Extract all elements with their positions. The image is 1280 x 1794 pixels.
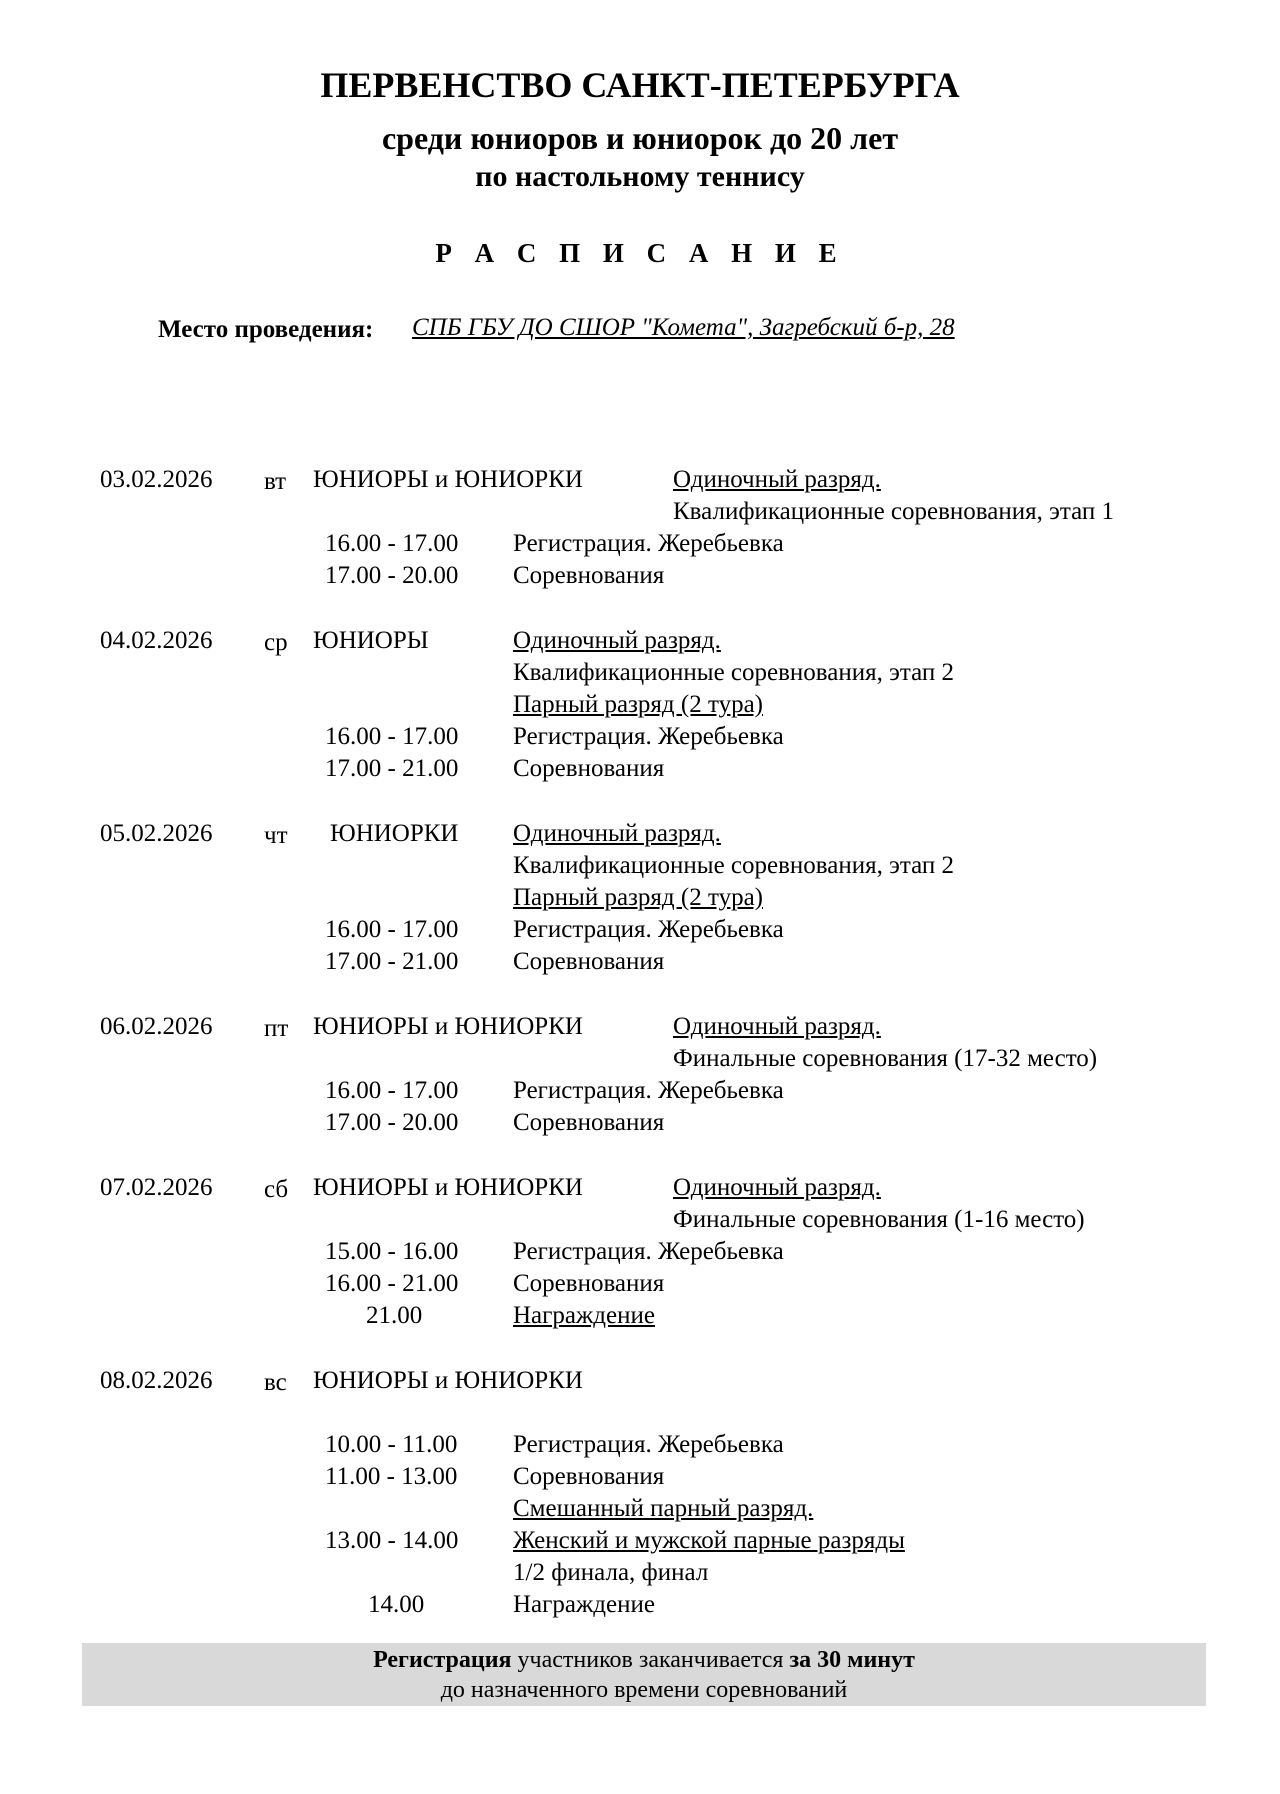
row-text: Награждение — [513, 1591, 655, 1618]
day-group: ЮНИОРЫ — [313, 627, 429, 654]
registration-note — [82, 1643, 1206, 1706]
day-group: ЮНИОРЫ и ЮНИОРКИ — [313, 466, 583, 493]
row-text: Соревнования — [513, 1463, 665, 1490]
row-time: 15.00 - 16.00 — [325, 1238, 459, 1265]
day-date: 06.02.2026 — [100, 1013, 213, 1040]
row-time: 11.00 - 13.00 — [325, 1463, 458, 1490]
day-weekday: ср — [264, 629, 288, 656]
day-extra-event: Парный разряд (2 тура) — [513, 884, 763, 911]
day-group: ЮНИОРКИ — [330, 820, 459, 847]
note-bold-registration: Регистрация — [373, 1647, 512, 1673]
row-time: 16.00 - 17.00 — [325, 530, 459, 557]
row-text: Соревнования — [513, 755, 665, 782]
row-time: 16.00 - 17.00 — [325, 916, 459, 943]
row-text: Соревнования — [513, 1270, 665, 1297]
sport-line: по настольному теннису — [475, 160, 805, 193]
row-time: 17.00 - 20.00 — [325, 1109, 459, 1136]
row-text: Регистрация. Жеребьевка — [513, 1077, 784, 1104]
row-text: Соревнования — [513, 562, 665, 589]
day-event: Одиночный разряд. — [513, 627, 721, 654]
row-time: 17.00 - 21.00 — [325, 755, 459, 782]
document-title: ПЕРВЕНСТВО САНКТ-ПЕТЕРБУРГА — [320, 65, 960, 105]
venue-value: СПБ ГБУ ДО СШОР "Комета", Загребский б-р, 28 — [412, 314, 955, 341]
row-text: Женский и мужской парные разряды — [513, 1527, 905, 1554]
day-weekday: вт — [264, 468, 287, 495]
day-event: Одиночный разряд. — [513, 820, 721, 847]
day-group: ЮНИОРЫ и ЮНИОРКИ — [313, 1174, 583, 1201]
day-date: 07.02.2026 — [100, 1174, 213, 1201]
row-text: Регистрация. Жеребьевка — [513, 1431, 784, 1458]
schedule-heading: Р А С П И С А Н И Е — [435, 238, 845, 268]
registration-note-line2: до назначенного времени соревнований — [440, 1677, 848, 1703]
row-text: Регистрация. Жеребьевка — [513, 1238, 784, 1265]
day-event: Одиночный разряд. — [673, 1174, 881, 1201]
row-time: 16.00 - 21.00 — [325, 1270, 459, 1297]
row-text: 1/2 финала, финал — [513, 1559, 709, 1586]
day-stage: Квалификационные соревнования, этап 2 — [513, 659, 954, 686]
row-time: 21.00 — [366, 1302, 423, 1329]
registration-note-line1 — [82, 1645, 1206, 1675]
day-stage: Финальные соревнования (17-32 место) — [673, 1045, 1098, 1072]
day-date: 04.02.2026 — [100, 627, 213, 654]
row-text: Регистрация. Жеребьевка — [513, 916, 784, 943]
row-text: Соревнования — [513, 948, 665, 975]
day-date: 05.02.2026 — [100, 820, 213, 847]
row-time: 17.00 - 20.00 — [325, 562, 459, 589]
day-weekday: сб — [264, 1176, 289, 1203]
note-bold-deadline: за 30 минут — [789, 1647, 915, 1673]
day-group: ЮНИОРЫ и ЮНИОРКИ — [313, 1367, 583, 1394]
day-weekday: пт — [264, 1015, 289, 1042]
day-stage: Квалификационные соревнования, этап 2 — [513, 852, 954, 879]
day-event: Одиночный разряд. — [673, 466, 881, 493]
row-time: 13.00 - 14.00 — [325, 1527, 459, 1554]
day-weekday: вс — [264, 1369, 287, 1396]
row-text: Соревнования — [513, 1109, 665, 1136]
day-group: ЮНИОРЫ и ЮНИОРКИ — [313, 1013, 583, 1040]
day-extra-event: Парный разряд (2 тура) — [513, 691, 763, 718]
row-time: 14.00 — [368, 1591, 425, 1618]
row-time: 17.00 - 21.00 — [325, 948, 459, 975]
row-time: 16.00 - 17.00 — [325, 723, 459, 750]
row-text: Регистрация. Жеребьевка — [513, 530, 784, 557]
row-text: Регистрация. Жеребьевка — [513, 723, 784, 750]
day-date: 03.02.2026 — [100, 466, 213, 493]
row-time: 10.00 - 11.00 — [325, 1431, 458, 1458]
note-text: участников заканчивается — [511, 1647, 790, 1673]
venue-label: Место проведения: — [158, 316, 374, 343]
row-text: Смешанный парный разряд. — [513, 1495, 814, 1522]
day-weekday: чт — [264, 822, 288, 849]
document-subtitle: среди юниоров и юниорок до 20 лет — [381, 120, 899, 156]
row-time: 16.00 - 17.00 — [325, 1077, 459, 1104]
day-event: Одиночный разряд. — [673, 1013, 881, 1040]
row-text: Награждение — [513, 1302, 655, 1329]
day-date: 08.02.2026 — [100, 1367, 213, 1394]
day-stage: Квалификационные соревнования, этап 1 — [673, 498, 1114, 525]
day-stage: Финальные соревнования (1-16 место) — [673, 1206, 1085, 1233]
